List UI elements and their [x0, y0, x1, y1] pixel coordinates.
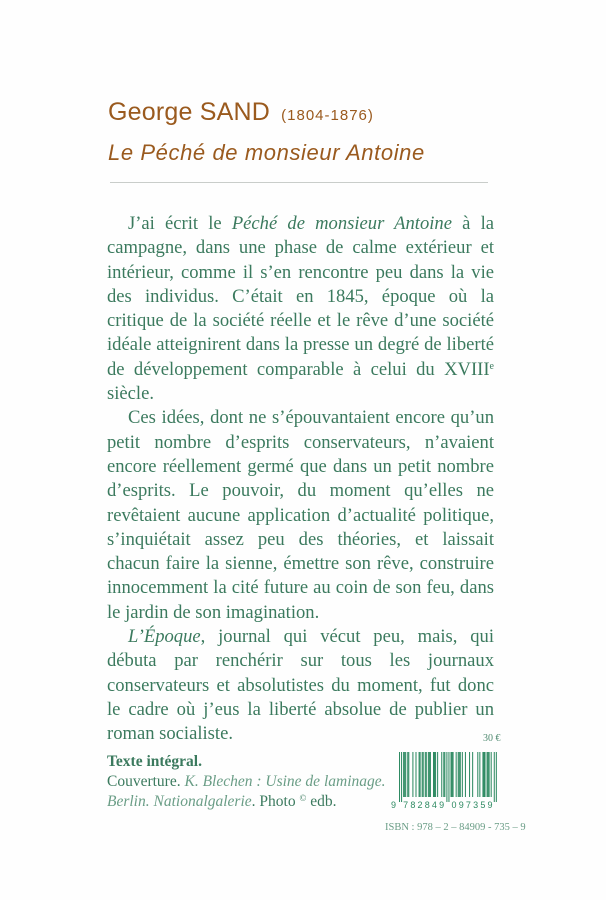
blurb-paragraph-2: Ces idées, dont ne s’épouvantaient encore qu’un petit nombre d’esprits conservateurs, n’avaient encore réellement germé que dans un petit nombre d’esprits. Le pouvoir, du moment qu’elles ne revêtaient aucune application d’actualité politique, s’inquiétait assez peu des théories, et laissait chacun faire la sienne, émettre son rêve, construire innocemment la cité future au coin de son feu, dans le jardin de son imagination. — [107, 407, 494, 623]
barcode-bar — [452, 752, 453, 797]
blurb-paragraph-1: J’ai écrit le Péché de monsieur Antoine à la campagne, dans une phase de calme extérieur et intérieur, comme il s’en rencontre peu dans la vie des individus. C’était en 1845, époque où la critique de la société réelle et le rêve d’une société idéale atteignirent dans la presse un degré de liberté de développement comparable à celui du XVIIIe siècle. — [107, 213, 495, 405]
author-name: George SAND — [108, 98, 270, 126]
title-reference: Péché de monsieur Antoine — [231, 213, 452, 234]
barcode-bar — [404, 752, 405, 797]
credits: Texte intégral. Couverture. K. Blechen : Usine de laminage. Berlin. Nationalgalerie. Photo © edb. — [107, 753, 386, 810]
barcode-bar — [459, 752, 460, 797]
barcode-bar — [496, 752, 497, 802]
barcode-bar — [425, 752, 426, 797]
barcode-bar — [405, 752, 406, 797]
barcode-bar — [412, 752, 413, 797]
barcode-bar — [415, 752, 416, 797]
barcode-bar — [420, 752, 421, 797]
barcode-first-digit: 9 — [391, 800, 399, 810]
blurb — [107, 212, 494, 747]
barcode-bar — [458, 752, 459, 797]
barcode-bar — [482, 752, 483, 797]
barcode-bar — [407, 752, 408, 797]
barcode-bar — [453, 752, 454, 797]
barcode-bar — [443, 752, 444, 797]
barcode-bar — [434, 752, 435, 797]
barcode-bar — [484, 752, 485, 797]
barcode-bar — [472, 752, 473, 797]
barcode-bar — [403, 752, 404, 797]
barcode-bar — [489, 752, 490, 797]
barcode-bar — [419, 752, 420, 797]
barcode-bar — [437, 752, 438, 797]
barcode-bar — [441, 752, 442, 797]
author-dates: (1804-1876) — [281, 107, 374, 124]
separator-line — [110, 182, 488, 183]
barcode-bar — [494, 752, 495, 802]
barcode-left-digits: 782849 — [403, 800, 447, 810]
barcode-bar — [460, 752, 461, 797]
barcode-bar — [429, 752, 430, 797]
barcode-bar — [430, 752, 431, 797]
barcode-bar — [483, 752, 484, 797]
book-title: Le Péché de monsieur Antoine — [108, 140, 425, 165]
barcode-bar — [487, 752, 488, 797]
barcode-bar — [491, 752, 492, 797]
isbn-label: ISBN : 978 – 2 – 84909 - 735 – 9 — [385, 822, 526, 833]
barcode-bar — [456, 752, 457, 797]
barcode-bar — [423, 752, 424, 797]
barcode-graphic — [391, 750, 501, 812]
barcode-bar — [422, 752, 423, 797]
barcode-bar — [399, 752, 400, 802]
barcode-bar — [469, 752, 470, 797]
journal-name: L’Époque — [128, 626, 201, 648]
barcode-bar — [451, 752, 452, 797]
barcode-bar — [448, 752, 449, 802]
barcode-bar — [401, 752, 402, 802]
barcode-bar — [433, 752, 434, 797]
author-line — [108, 98, 374, 127]
barcode-bar — [426, 752, 427, 797]
barcode-bar — [462, 752, 463, 797]
price-label: 30 € — [483, 733, 501, 744]
barcode-right-digits: 097359 — [451, 800, 495, 810]
barcode-bar — [435, 752, 436, 797]
integral-text-label: Texte intégral. — [107, 753, 202, 770]
cover-artwork-credit: K. Blechen : Usine de laminage. Berlin. Nationalgalerie — [107, 773, 386, 810]
ean-barcode — [391, 750, 501, 812]
barcode-bar — [408, 752, 409, 797]
barcode-bar — [446, 752, 447, 802]
barcode-bar — [479, 752, 480, 797]
barcode-bar — [465, 752, 466, 797]
barcode-bar — [444, 752, 445, 797]
barcode-bar — [477, 752, 478, 797]
barcode-bar — [428, 752, 429, 797]
barcode-bar — [488, 752, 489, 797]
blurb-paragraph-3: L’Époque, journal qui vécut peu, mais, qui débuta par renchérir sur tous les journaux conservateurs et absolutistes du moment, fut donc le cadre où j’eus la liberté absolue de publier un roman socialiste. — [107, 626, 494, 745]
